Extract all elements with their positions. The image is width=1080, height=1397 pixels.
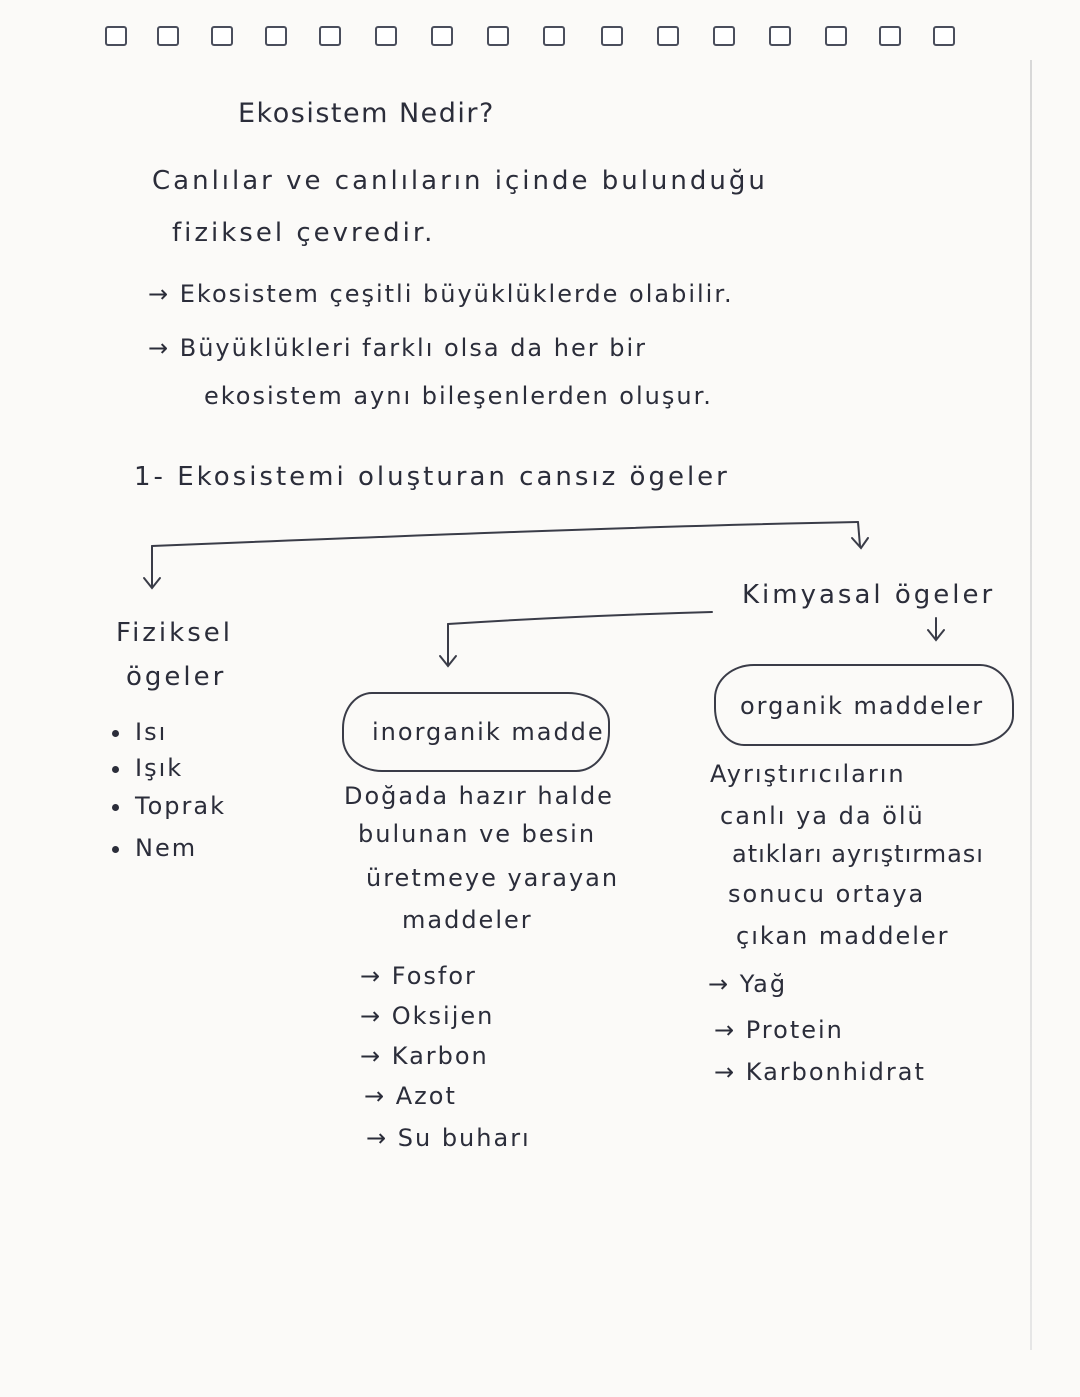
list-item: → Karbonhidrat — [714, 1058, 926, 1086]
list-item: → Karbon — [360, 1042, 489, 1070]
arrow-right-icon: → — [360, 962, 392, 990]
organic-desc-4: sonucu ortaya — [728, 880, 926, 908]
physical-heading-line-1: Fiziksel — [116, 618, 233, 648]
connector-line — [152, 522, 858, 546]
bullet-icon — [112, 804, 119, 811]
connector-line — [448, 612, 712, 624]
list-item: → Protein — [714, 1016, 844, 1044]
bullet-icon — [112, 730, 119, 737]
list-item: Toprak — [112, 792, 226, 820]
arrow-right-icon: → — [714, 1058, 746, 1086]
definition-line-1: Canlılar ve canlıların içinde bulunduğu — [152, 166, 768, 196]
list-item: Isı — [112, 718, 167, 746]
definition-line-2: fiziksel çevredir. — [172, 218, 436, 248]
arrow-right-icon: → — [708, 970, 740, 998]
list-item: Nem — [112, 834, 197, 862]
arrow-right-icon: → — [714, 1016, 746, 1044]
physical-heading-line-2: ögeler — [126, 662, 227, 692]
organic-desc-2: canlı ya da ölü — [720, 802, 925, 830]
chemical-heading: Kimyasal ögeler — [742, 580, 996, 610]
list-item: → Oksijen — [360, 1002, 495, 1030]
arrow-right-icon: → — [366, 1124, 398, 1152]
note-text: Ekosistem çeşitli büyüklüklerde olabilir. — [179, 280, 734, 308]
inorganic-label: inorganik madde — [372, 718, 605, 746]
inorganic-desc-4: maddeler — [402, 906, 533, 934]
inorganic-desc-2: bulunan ve besin — [358, 820, 597, 848]
bullet-icon — [112, 766, 119, 773]
note-2-continued: ekosistem aynı bileşenlerden oluşur. — [204, 382, 713, 410]
list-item: → Su buharı — [366, 1124, 531, 1152]
organic-desc-5: çıkan maddeler — [736, 922, 950, 950]
list-item: → Yağ — [708, 970, 788, 998]
organic-desc-1: Ayrıştırıcıların — [710, 760, 906, 788]
list-item: → Azot — [364, 1082, 457, 1110]
list-item: → Fosfor — [360, 962, 477, 990]
inorganic-desc-3: üretmeye yarayan — [366, 864, 620, 892]
organic-label: organik maddeler — [740, 692, 985, 720]
arrow-right-icon: → — [360, 1002, 392, 1030]
arrow-right-icon: → — [364, 1082, 396, 1110]
connector-line — [858, 522, 860, 546]
section-heading: 1- Ekosistemi oluşturan cansız ögeler — [134, 462, 730, 492]
page-title: Ekosistem Nedir? — [238, 98, 495, 129]
arrow-right-icon: → — [360, 1042, 392, 1070]
note-text: Büyüklükleri farklı olsa da her bir — [179, 334, 648, 362]
organic-desc-3: atıkları ayrıştırması — [732, 840, 984, 868]
inorganic-desc-1: Doğada hazır halde — [344, 782, 614, 810]
arrow-right-icon: → — [148, 334, 180, 362]
arrow-right-icon: → — [148, 280, 180, 308]
list-item: Işık — [112, 754, 183, 782]
bullet-icon — [112, 846, 119, 853]
